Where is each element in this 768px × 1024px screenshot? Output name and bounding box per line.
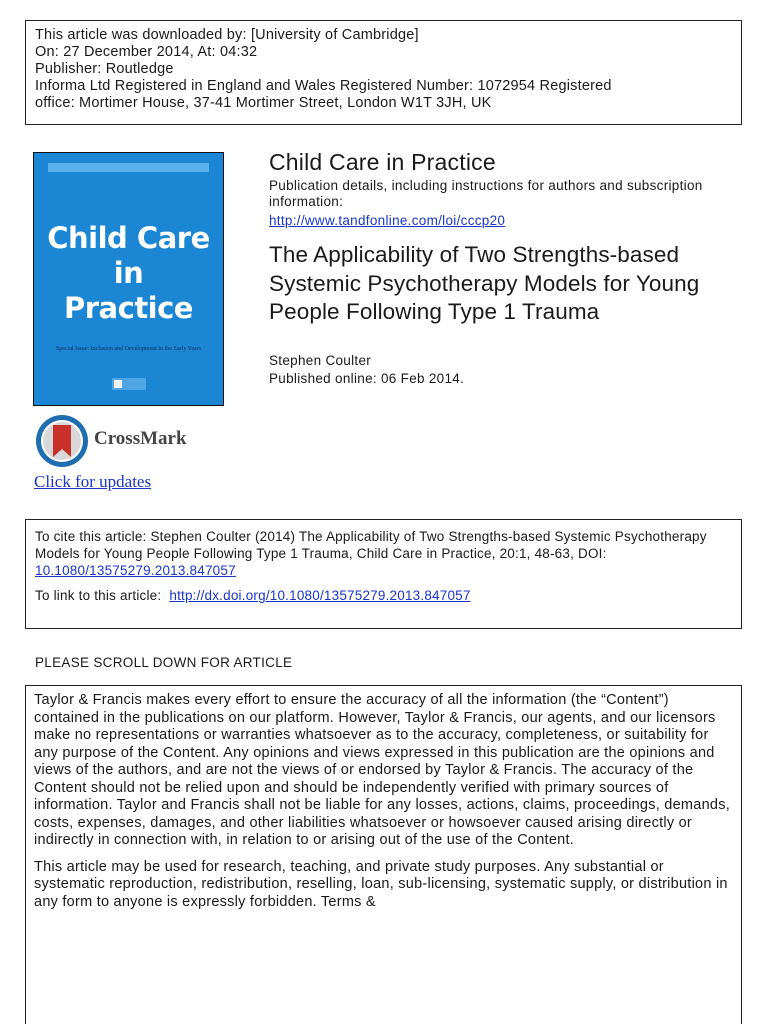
download-line: This article was downloaded by: [University of Cambridge] bbox=[35, 27, 419, 43]
download-notice-box bbox=[25, 20, 742, 125]
crossmark-badge[interactable] bbox=[34, 413, 194, 469]
cover-title-line: in bbox=[113, 256, 144, 290]
article-author: Stephen Coulter bbox=[269, 353, 372, 368]
crossmark-label: CrossMark bbox=[94, 428, 187, 449]
journal-title: Child Care in Practice bbox=[269, 149, 496, 175]
download-line: office: Mortimer House, 37-41 Mortimer Street, London W1T 3JH, UK bbox=[35, 95, 492, 111]
link-to-article-row bbox=[35, 588, 732, 603]
link-label: To link to this article: bbox=[35, 588, 162, 603]
disclaimer-paragraph: This article may be used for research, teaching, and private study purposes. Any substantial or systematic reproduction, redistribution, reselling, loan, sub-licensing, systematic supply, or distribution in any form to anyone is expressly forbidden. Terms & bbox=[34, 858, 728, 910]
scroll-down-notice: PLEASE SCROLL DOWN FOR ARTICLE bbox=[35, 655, 293, 670]
citation-text bbox=[35, 528, 732, 579]
citation-body: To cite this article: Stephen Coulter (2014) The Applicability of Two Strengths-based Systemic Psychotherapy Models for Young People Following Type 1 Trauma, Child Care in Practice, 20:1, 48-63, DOI: bbox=[35, 529, 707, 561]
doi-link[interactable]: 10.1080/13575279.2013.847057 bbox=[35, 563, 236, 578]
cover-title-line: Child Care bbox=[47, 221, 210, 255]
publication-details: Publication details, including instructions for authors and subscription information: bbox=[269, 178, 703, 209]
download-line: On: 27 December 2014, At: 04:32 bbox=[35, 44, 258, 60]
click-for-updates-link[interactable]: Click for updates bbox=[34, 472, 152, 491]
cover-title-line: Practice bbox=[64, 291, 193, 325]
journal-cover-image bbox=[33, 152, 224, 406]
disclaimer-paragraph: Taylor & Francis makes every effort to ensure the accuracy of all the information (the “Content”) contained in the publications on our platform. However, Taylor & Francis, our agents, and our licensors make no representations or warranties whatsoever as to the accuracy, completeness, or suitability for any purpose of the Content. Any opinions and views expressed in this publication are the opinions and views of the authors, and are not the views of or endorsed by Taylor & Francis. The accuracy of the Content should not be relied upon and should be independently verified with primary sources of information. Taylor and Francis shall not be liable for any losses, actions, claims, proceedings, demands, costs, expenses, damages, and other liabilities whatsoever or howsoever caused arising directly or indirectly in connection with, in relation to or arising out of the use of the Content. bbox=[34, 692, 730, 848]
disclaimer-box bbox=[25, 685, 742, 1024]
download-line: Publisher: Routledge bbox=[35, 61, 174, 77]
cover-volume-stripe bbox=[48, 163, 209, 172]
article-title: The Applicability of Two Strengths-based Systemic Psychotherapy Models for Young People Following Type 1 Trauma bbox=[269, 242, 700, 324]
cover-title bbox=[34, 221, 223, 326]
published-date: Published online: 06 Feb 2014. bbox=[269, 371, 465, 386]
cover-issue-text: Special Issue: Inclusion and Development in the Early Years bbox=[55, 346, 202, 352]
citation-box bbox=[25, 519, 742, 629]
article-doi-url-link[interactable]: http://dx.doi.org/10.1080/13575279.2013.847057 bbox=[169, 588, 471, 603]
routledge-icon bbox=[114, 380, 122, 388]
journal-url-link[interactable]: http://www.tandfonline.com/loi/cccp20 bbox=[269, 213, 506, 228]
download-line: Informa Ltd Registered in England and Wales Registered Number: 1072954 Registered bbox=[35, 78, 612, 94]
crossmark-icon bbox=[34, 413, 90, 469]
